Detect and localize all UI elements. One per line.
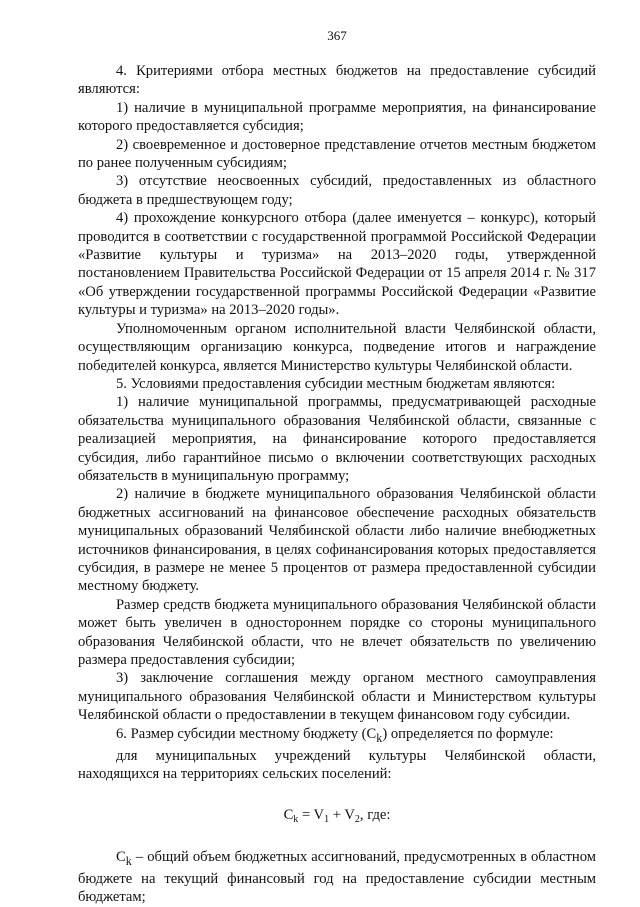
paragraph-conditions-heading: 5. Условиями предоставления субсидии местным бюджетам являются: [116, 375, 556, 392]
formula-v2-subscript: 2 [354, 813, 360, 825]
paragraph-rural-settlements: для муниципальных учреждений культуры Челябинской области, находящихся на территориях сельских поселений: [78, 747, 596, 783]
definition-symbol: C [116, 848, 126, 865]
formula-lhs-subscript: k [293, 813, 299, 825]
formula-v1-subscript: 1 [324, 813, 330, 825]
paragraph-definition-ck [78, 848, 596, 907]
document-body [78, 62, 596, 907]
paragraph-criterion-2: 2) своевременное и достоверное представление отчетов местным бюджетом по ранее полученным субсидиям; [78, 136, 596, 172]
paragraph-criteria-heading: 4. Критериями отбора местных бюджетов на предоставление субсидий являются: [78, 63, 596, 98]
paragraph-budget-increase: Размер средств бюджета муниципального образования Челябинской области может быть увеличен в одностороннем порядке со стороны муниципального образования Челябинской области, что не влечет обязательств по увеличению размера предоставления субсидии; [78, 596, 596, 668]
subsidy-size-subscript: k [376, 730, 383, 745]
formula-lhs: C [283, 806, 294, 823]
definition-symbol-subscript: k [125, 853, 132, 868]
paragraph-criterion-3: 3) отсутствие неосвоенных субсидий, предоставленных из областного бюджета в предшествующем году; [78, 173, 596, 208]
paragraph-condition-1: 1) наличие муниципальной программы, предусматривающей расходные обязательства муниципального образования Челябинской области, связанные с реализацией мероприятия, на финансирование которого предоставляется субсидия, либо гарантийное письмо о включении соответствующих расходных обязательств в муниципальную программу; [78, 394, 596, 484]
subsidy-size-text-end: ) определяется по формуле: [382, 725, 554, 742]
page-number: 367 [327, 28, 347, 43]
formula [78, 806, 596, 824]
formula-tail: , где: [359, 806, 391, 823]
subsidy-size-text-start: 6. Размер субсидии местному бюджету (C [116, 725, 377, 742]
paragraph-condition-3: 3) заключение соглашения между органом местного самоуправления муниципального образования Челябинской области и Министерством культуры Челябинской области о предоставлении в текущем финансовом году субсидии. [78, 670, 596, 724]
formula-equals-v: = V [298, 806, 325, 823]
formula-plus-v: + V [329, 806, 355, 823]
paragraph-authorized-body: Уполномоченным органом исполнительной власти Челябинской области, осуществляющим организацию конкурса, подведение итогов и награждение победителей конкурса, является Министерство культуры Челябинской области. [78, 320, 596, 374]
paragraph-condition-2: 2) наличие в бюджете муниципального образования Челябинской области бюджетных ассигнований на финансовое обеспечение расходных обязательств муниципальных образований Челябинской области либо наличие внебюджетных источников финансирования, в целях софинансирования которых предоставляется субсидия, в размере не менее 5 процентов от размера предоставленной субсидии местному бюджету. [78, 486, 596, 595]
paragraph-criterion-1: 1) наличие в муниципальной программе мероприятия, на финансирование которого предоставляется субсидия; [78, 99, 596, 135]
definition-text: – общий объем бюджетных ассигнований, предусмотренных в областном бюджете на текущий финансовый год на предоставление субсидии местным бюджетам; [78, 848, 596, 906]
paragraph-subsidy-size [78, 725, 596, 747]
paragraph-criterion-4: 4) прохождение конкурсного отбора (далее именуется – конкурс), который проводится в соответствии с государственной программой Российской Федерации «Развитие культуры и туризма» на 2013–2020 годы, утвержденной постановлением Правительства Российской Федерации от 15 апреля 2014 г. № 317 «Об утверждении государственной программы Российской Федерации «Развитие культуры и туризма» на 2013–2020 годы». [78, 210, 596, 319]
